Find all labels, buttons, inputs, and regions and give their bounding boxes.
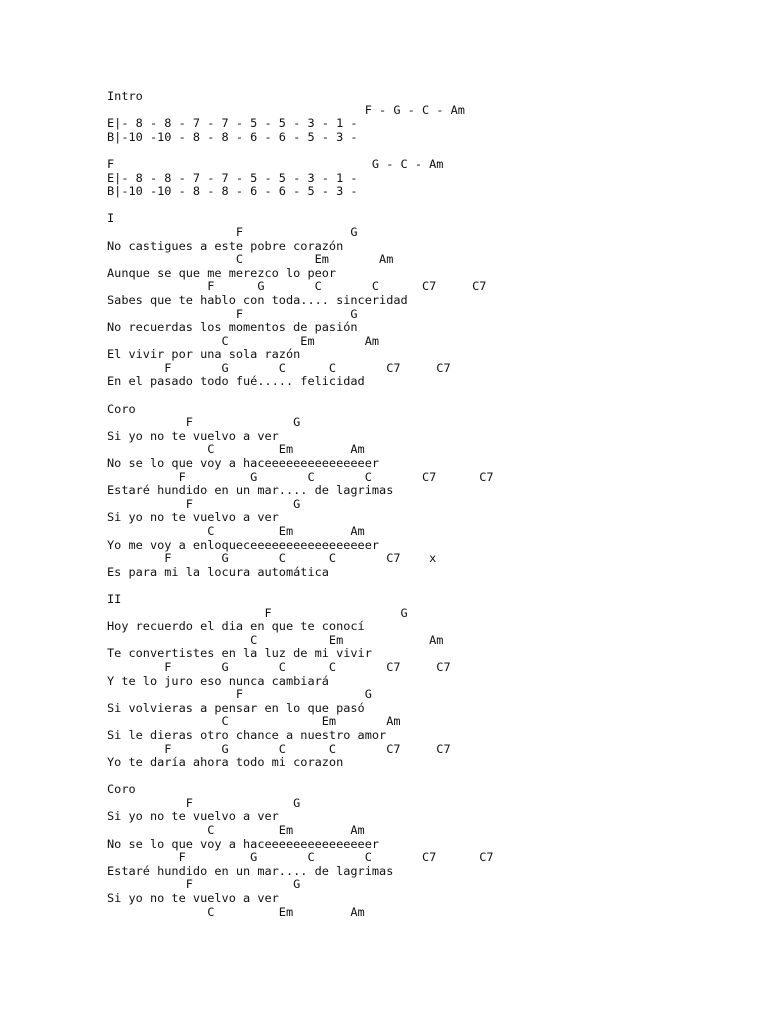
chord-line: C Em Am <box>107 252 394 267</box>
lyric-line: Estaré hundido en un mar.... de lagrimas <box>107 863 394 878</box>
chord-line: F G <box>107 415 301 430</box>
lyric-line: Hoy recuerdo el dia en que te conocí <box>107 619 365 634</box>
lyric-line: Si yo no te vuelvo a ver <box>107 510 279 525</box>
lyric-line: I <box>107 211 115 226</box>
lyric-line: Yo te daría ahora todo mi corazon <box>107 755 344 770</box>
chord-line: F - G - C - Am <box>107 102 465 117</box>
lyric-line: En el pasado todo fué..... felicidad <box>107 374 365 389</box>
chord-line: F G C C C7 C7 <box>107 469 494 484</box>
lyric-line: E|- 8 - 8 - 7 - 7 - 5 - 5 - 3 - 1 - <box>107 170 358 185</box>
chord-line: C Em Am <box>107 823 365 838</box>
lyric-line: Si yo no te vuelvo a ver <box>107 809 279 824</box>
blank-line <box>107 199 727 213</box>
chord-line: F G C C C7 C7 <box>107 360 451 375</box>
chord-line: C Em Am <box>107 524 365 538</box>
lyric-line: II <box>107 591 122 606</box>
blank-line <box>107 144 727 158</box>
lyric-line: Si yo no te vuelvo a ver <box>107 891 279 906</box>
chord-line: F G C C C7 C7 <box>107 659 451 674</box>
blank-line <box>107 389 727 403</box>
chord-line: F G <box>107 224 358 239</box>
chord-line: C Em Am <box>107 714 401 729</box>
lyric-line: Yo me voy a enloqueceeeeeeeeeeeeeeeeer <box>107 537 380 552</box>
lyric-line: El vivir por una sola razón <box>107 347 301 362</box>
blank-line <box>107 770 727 784</box>
chord-sheet <box>107 90 727 919</box>
lyric-line: Estaré hundido en un mar.... de lagrimas <box>107 483 394 498</box>
lyric-line: B|-10 -10 - 8 - 8 - 6 - 6 - 5 - 3 - <box>107 184 358 199</box>
chord-line: F G C C C7 C7 <box>107 741 451 756</box>
chord-line: C Em Am <box>107 333 380 348</box>
lyric-line: B|-10 -10 - 8 - 8 - 6 - 6 - 5 - 3 - <box>107 129 358 144</box>
chord-line: F G <box>107 496 301 511</box>
lyric-line: Coro <box>107 782 136 797</box>
lyric-line: Te convertistes en la luz de mi vivir <box>107 646 372 661</box>
lyric-line: No recuerdas los momentos de pasión <box>107 320 358 335</box>
lyric-line: E|- 8 - 8 - 7 - 7 - 5 - 5 - 3 - 1 - <box>107 116 358 131</box>
lyric-line: No se lo que voy a haceeeeeeeeeeeeeeer <box>107 836 380 851</box>
chord-line: F G <box>107 795 301 810</box>
lyric-line: Si volvieras a pensar en lo que pasó <box>107 700 365 715</box>
chord-line: F G <box>107 687 372 702</box>
chord-line: F G C C C7 C7 <box>107 850 494 865</box>
chord-line: C Em Am <box>107 442 365 457</box>
lyric-line: Y te lo juro eso nunca cambiará <box>107 673 329 688</box>
lyric-line: Intro <box>107 89 143 103</box>
lyric-line: Es para mi la locura automática <box>107 564 329 579</box>
lyric-line: Coro <box>107 401 136 416</box>
chord-line: F G <box>107 605 408 620</box>
lyric-line: No castigues a este pobre corazón <box>107 238 344 253</box>
lyric-line: Sabes que te hablo con toda.... sinceridad <box>107 292 408 307</box>
chord-line: F G <box>107 877 301 892</box>
chord-line: F G - C - Am <box>107 156 444 171</box>
lyric-line: Aunque se que me merezco lo peor <box>107 265 337 280</box>
chord-line: F G C C C7 C7 <box>107 279 487 294</box>
chord-line: C Em Am <box>107 904 365 919</box>
chord-line: F G C C C7 x <box>107 551 437 566</box>
lyric-line: No se lo que voy a haceeeeeeeeeeeeeeer <box>107 456 380 471</box>
blank-line <box>107 579 727 593</box>
lyric-line: Si le dieras otro chance a nuestro amor <box>107 727 387 742</box>
chord-line: C Em Am <box>107 632 444 647</box>
lyric-line: Si yo no te vuelvo a ver <box>107 428 279 443</box>
chord-line: F G <box>107 306 358 321</box>
